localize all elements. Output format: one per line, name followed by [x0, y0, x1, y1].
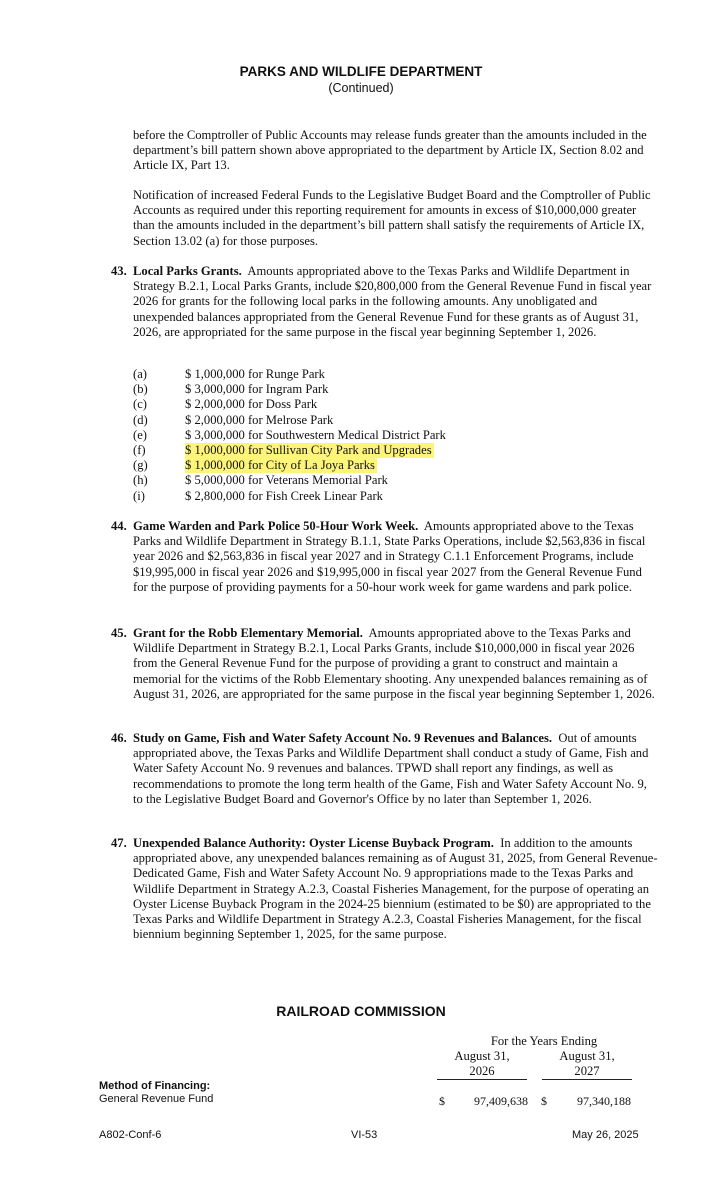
- parks-list: [133, 367, 533, 504]
- amount-2027: 97,340,188: [577, 1094, 631, 1108]
- column-header-year: 2026: [437, 1064, 527, 1080]
- footer-code: A802-Conf-6: [99, 1129, 162, 1141]
- column-header-2026: [437, 1049, 527, 1080]
- list-item-text: $ 3,000,000 for Southwestern Medical District Park: [185, 427, 446, 442]
- continued-paragraph: before the Comptroller of Public Accounts may release funds greater than the amounts included in the department’s bill pattern shown above appropriated to the department by Article IX, Section 8.02 and Article IX, Part 13.: [133, 128, 647, 173]
- list-item-text: $ 5,000,000 for Veterans Memorial Park: [185, 473, 388, 488]
- page-title: PARKS AND WILDLIFE DEPARTMENT: [239, 64, 483, 79]
- rider-heading: Grant for the Robb Elementary Memorial.: [133, 626, 363, 640]
- list-item-label: (g): [133, 458, 148, 473]
- list-item-text: $ 2,000,000 for Doss Park: [185, 397, 318, 412]
- years-heading: For the Years Ending: [490, 1034, 598, 1048]
- footer-page-number: VI-53: [351, 1129, 378, 1141]
- list-item-text: $ 1,000,000 for Runge Park: [185, 367, 325, 381]
- rider-text: Amounts appropriated above to the Texas Parks and Wildlife Department in Strategy B.2.1, Local Parks Grants, include $10,000,000 in fiscal year 2026 from the General Revenue Fund for the purpose of providing a grant to construct and maintain a memorial for the victims of the Robb Elementary shooting. Any unexpended balances remaining as of August 31, 2026, are appropriated for the same purpose in the fiscal year beginning September 1, 2026.: [133, 626, 655, 701]
- method-of-financing-label: Method of Financing:: [99, 1080, 211, 1092]
- highlighted-text: $ 1,000,000 for City of La Joya Parks: [185, 458, 375, 473]
- list-item: [133, 428, 533, 443]
- list-item-label: (a): [133, 367, 147, 381]
- list-item: [133, 367, 533, 382]
- rider-number: 47.: [111, 836, 127, 850]
- rider-body: [133, 519, 658, 595]
- column-header-line: August 31,: [559, 1049, 615, 1063]
- currency-symbol: $: [439, 1094, 445, 1108]
- amount-2026: 97,409,638: [474, 1094, 528, 1108]
- list-item: [133, 473, 533, 488]
- list-item-label: (h): [133, 473, 148, 488]
- list-item-highlighted: [133, 458, 533, 473]
- rider-number: 46.: [111, 731, 127, 745]
- rider-text: Amounts appropriated above to the Texas Parks and Wildlife Department in Strategy B.2.1, Local Parks Grants, include $20,800,000 from the General Revenue Fund in fiscal year 2026 for grants for the following local parks in the following amounts. Any unobligated and unexpended balances appropriated from the General Revenue Fund for these grants as of August 31, 2026, are appropriated for the same purpose in the fiscal year beginning September 1, 2026.: [133, 264, 652, 339]
- page-subtitle: (Continued): [328, 81, 394, 95]
- rider-number: 45.: [111, 626, 127, 640]
- list-item-text: $ 2,000,000 for Melrose Park: [185, 412, 334, 427]
- column-header-2027: [542, 1049, 632, 1080]
- row-label: General Revenue Fund: [99, 1093, 214, 1105]
- rider-heading: Game Warden and Park Police 50-Hour Work Week.: [133, 519, 419, 533]
- list-item-highlighted: [133, 443, 533, 458]
- section-title: RAILROAD COMMISSION: [276, 1003, 446, 1019]
- column-header-year: 2027: [542, 1064, 632, 1080]
- rider-heading: Study on Game, Fish and Water Safety Account No. 9 Revenues and Balances.: [133, 731, 553, 745]
- rider-number: 44.: [111, 519, 127, 533]
- rider-heading: Local Parks Grants.: [133, 264, 242, 278]
- list-item-label: (f): [133, 442, 146, 457]
- currency-symbol: $: [541, 1094, 547, 1108]
- list-item-label: (i): [133, 488, 145, 503]
- rider-text: Amounts appropriated above to the Texas Parks and Wildlife Department in Strategy B.1.1, State Parks Operations, include $2,563,836 in fiscal year 2026 and $2,563,836 in fiscal year 2027 and in Strategy C.1.1 Enforcement Programs, include $19,995,000 in fiscal year 2026 and $19,995,000 in fiscal year 2027 from the General Revenue Fund for the purpose of providing payments for a 50-hour work week for game wardens and park police.: [133, 519, 646, 594]
- rider-text: In addition to the amounts appropriated above, any unexpended balances remaining as of August 31, 2025, from General Revenue-Dedicated Game, Fish and Water Safety Account No. 9 appropriations made to the Texas Parks and Wildlife Department in Strategy A.2.3, Coastal Fisheries Management, for the purpose of operating an Oyster License Buyback Program in the 2024-25 biennium (estimated to be $0) are appropriated to the Texas Parks and Wildlife Department in Strategy A.2.3, Coastal Fisheries Management, for the fiscal biennium beginning September 1, 2025, for the same purpose.: [133, 836, 658, 942]
- highlighted-text: $ 1,000,000 for Sullivan City Park and Upgrades: [185, 442, 432, 457]
- list-item: [133, 397, 533, 412]
- column-header-line: August 31,: [454, 1049, 510, 1063]
- list-item-label: (b): [133, 382, 148, 397]
- list-item: [133, 413, 533, 428]
- list-item-label: (d): [133, 412, 148, 427]
- list-item-label: (e): [133, 427, 147, 442]
- rider-heading: Unexpended Balance Authority: Oyster License Buyback Program.: [133, 836, 494, 850]
- list-item-text: $ 2,800,000 for Fish Creek Linear Park: [185, 488, 383, 503]
- rider-body: [133, 731, 658, 807]
- list-item: [133, 489, 533, 504]
- list-item-text: $ 3,000,000 for Ingram Park: [185, 382, 329, 397]
- rider-body: [133, 836, 658, 942]
- footer-date: May 26, 2025: [572, 1129, 639, 1141]
- list-item: [133, 382, 533, 397]
- rider-body: [133, 264, 658, 340]
- rider-number: 43.: [111, 264, 127, 278]
- list-item-label: (c): [133, 397, 147, 412]
- continued-paragraph: Notification of increased Federal Funds to the Legislative Budget Board and the Comptroller of Public Accounts as required under this reporting requirement for amounts in excess of $10,000,000 greater than the amounts included in the department’s bill pattern shall satisfy the requirements of Article IX, Section 13.02 (a) for those purposes.: [133, 188, 651, 248]
- rider-body: [133, 626, 658, 702]
- rider-text: Out of amounts appropriated above, the Texas Parks and Wildlife Department shall conduct a study of Game, Fish and Water Safety Account No. 9 revenues and balances. TPWD shall report any findings, as well as recommendations to promote the long term health of the Game, Fish and Water Safety Account No. 9, to the Legislative Budget Board and Governor's Office by no later than September 1, 2026.: [133, 731, 649, 806]
